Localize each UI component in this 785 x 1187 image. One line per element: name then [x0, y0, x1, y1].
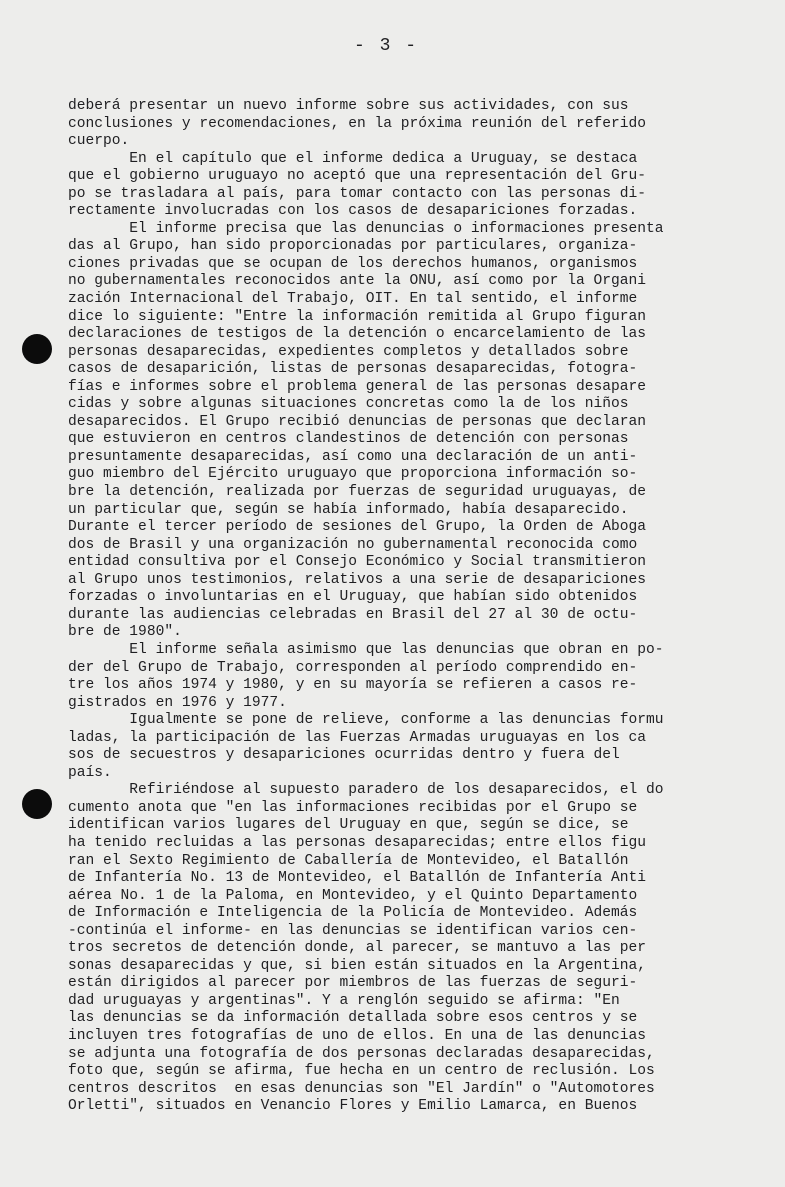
text-line: fías e informes sobre el problema general de las personas desapare: [68, 378, 647, 395]
text-line: no gubernamentales reconocidos ante la ONU, así como por la Organi: [68, 273, 647, 290]
text-line: bre la detención, realizada por fuerzas de seguridad uruguayas, de: [68, 484, 647, 501]
text-line: -continúa el informe- en las denuncias se identifican varios cen-: [68, 922, 638, 939]
text-line: forzadas o involuntarias en el Uruguay, que habían sido obtenidos: [68, 589, 638, 606]
text-line: deberá presentar un nuevo informe sobre sus actividades, con sus: [68, 98, 629, 114]
page-number: - 3 -: [354, 36, 419, 56]
text-line: Orletti", situados en Venancio Flores y Emilio Lamarca, en Buenos: [68, 1098, 638, 1115]
document-body: [68, 98, 748, 1116]
text-line: casos de desaparición, listas de personas desaparecidas, fotogra-: [68, 361, 638, 378]
text-line: están dirigidos al parecer por miembros de las fuerzas de seguri-: [68, 975, 638, 992]
text-line: El informe precisa que las denuncias o informaciones presenta: [68, 220, 664, 237]
text-line: que estuvieron en centros clandestinos de detención con personas: [68, 431, 629, 448]
text-line: sos de secuestros y desapariciones ocurridas dentro y fuera del: [68, 747, 620, 764]
text-line: guo miembro del Ejército uruguayo que proporciona información so-: [68, 466, 638, 483]
text-line: das al Grupo, han sido proporcionadas por particulares, organiza-: [68, 238, 638, 255]
text-line: tros secretos de detención donde, al parecer, se mantuvo a las per: [68, 940, 647, 957]
text-line: cumento anota que "en las informaciones recibidas por el Grupo se: [68, 799, 638, 816]
text-line: po se trasladara al país, para tomar contacto con las personas di-: [68, 185, 647, 202]
text-line: der del Grupo de Trabajo, corresponden al período comprendido en-: [68, 659, 638, 676]
text-line: ran el Sexto Regimiento de Caballería de Montevideo, el Batallón: [68, 852, 629, 869]
text-line: ha tenido recluidas a las personas desaparecidas; entre ellos figu: [68, 834, 647, 851]
text-line: foto que, según se afirma, fue hecha en un centro de reclusión. Los: [68, 1063, 655, 1080]
text-line: zación Internacional del Trabajo, OIT. En tal sentido, el informe: [68, 291, 638, 308]
text-line: dad uruguayas y argentinas". Y a renglón seguido se afirma: "En: [68, 992, 620, 1009]
text-line: conclusiones y recomendaciones, en la próxima reunión del referido: [68, 115, 647, 132]
text-line: Refiriéndose al supuesto paradero de los desaparecidos, el do: [68, 782, 664, 799]
text-line: país.: [68, 764, 112, 781]
text-line: dice lo siguiente: "Entre la información remitida al Grupo figuran: [68, 308, 647, 325]
text-line: Durante el tercer período de sesiones del Grupo, la Orden de Aboga: [68, 519, 647, 536]
text-line: En el capítulo que el informe dedica a Uruguay, se destaca: [68, 150, 638, 167]
text-line: incluyen tres fotografías de uno de ellos. En una de las denuncias: [68, 1027, 647, 1044]
text-line: se adjunta una fotografía de dos personas declaradas desaparecidas,: [68, 1045, 655, 1062]
text-line: cuerpo.: [68, 133, 130, 150]
text-line: de Información e Inteligencia de la Policía de Montevideo. Además: [68, 905, 638, 922]
text-line: gistrados en 1976 y 1977.: [68, 694, 287, 711]
text-line: que el gobierno uruguayo no aceptó que una representación del Gru-: [68, 168, 647, 185]
text-line: ladas, la participación de las Fuerzas Armadas uruguayas en los ca: [68, 729, 647, 746]
text-line: Igualmente se pone de relieve, conforme a las denuncias formu: [68, 712, 664, 729]
text-line: personas desaparecidas, expedientes completos y detallados sobre: [68, 343, 629, 360]
text-line: El informe señala asimismo que las denuncias que obran en po-: [68, 641, 664, 658]
text-line: ciones privadas que se ocupan de los derechos humanos, organismos: [68, 255, 638, 272]
text-line: dos de Brasil y una organización no gubernamental reconocida como: [68, 536, 638, 553]
text-line: al Grupo unos testimonios, relativos a una serie de desapariciones: [68, 571, 647, 588]
text-line: cidas y sobre algunas situaciones concretas como la de los niños: [68, 396, 629, 413]
text-line: declaraciones de testigos de la detención o encarcelamiento de las: [68, 326, 647, 343]
text-line: entidad consultiva por el Consejo Económico y Social transmitieron: [68, 554, 647, 571]
text-line: bre de 1980".: [68, 624, 182, 641]
text-line: identifican varios lugares del Uruguay en que, según se dice, se: [68, 817, 629, 834]
text-line: centros descritos en esas denuncias son "El Jardín" o "Automotores: [68, 1080, 655, 1097]
text-line: rectamente involucradas con los casos de desapariciones forzadas.: [68, 203, 638, 220]
punch-hole-bottom: [22, 789, 52, 819]
text-line: durante las audiencias celebradas en Brasil del 27 al 30 de octu-: [68, 606, 638, 623]
text-line: de Infantería No. 13 de Montevideo, el Batallón de Infantería Anti: [68, 870, 647, 887]
text-line: sonas desaparecidas y que, si bien están situados en la Argentina,: [68, 957, 647, 974]
text-line: presuntamente desaparecidas, así como una declaración de un anti-: [68, 448, 638, 465]
text-line: desaparecidos. El Grupo recibió denuncias de personas que declaran: [68, 413, 647, 430]
text-line: las denuncias se da información detallada sobre esos centros y se: [68, 1010, 638, 1027]
text-line: aérea No. 1 de la Paloma, en Montevideo, y el Quinto Departamento: [68, 887, 638, 904]
text-line: un particular que, según se había informado, había desaparecido.: [68, 501, 629, 518]
text-line: tre los años 1974 y 1980, y en su mayoría se refieren a casos re-: [68, 677, 638, 694]
punch-hole-top: [22, 334, 52, 364]
